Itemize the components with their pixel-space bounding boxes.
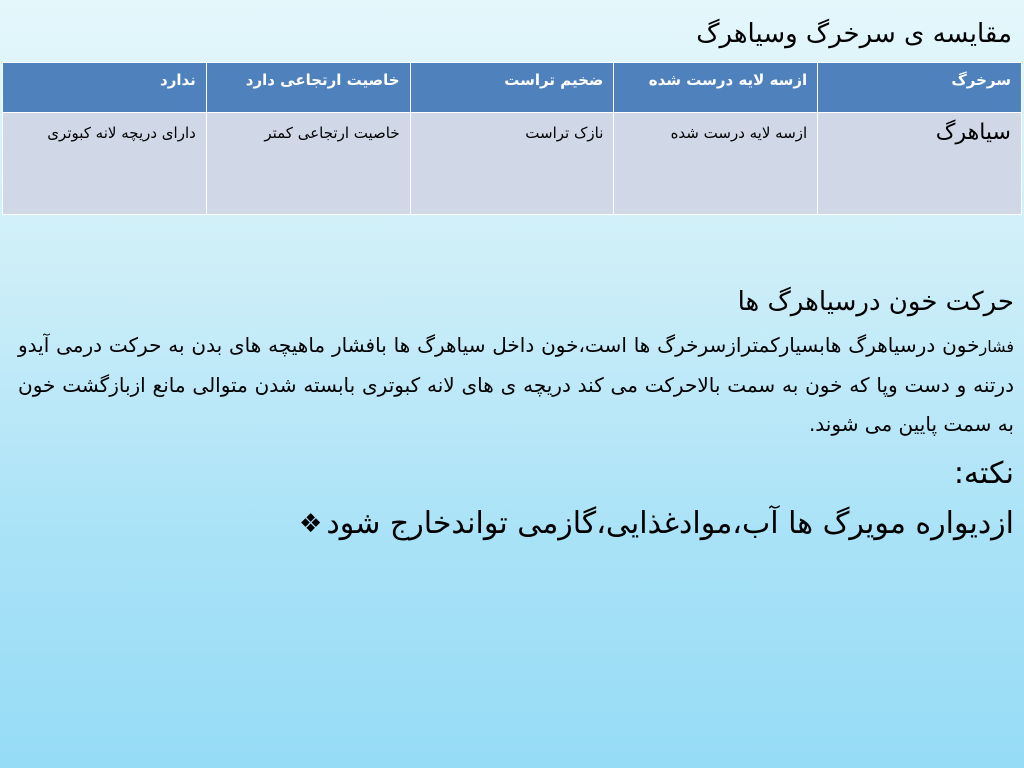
header-cell: ضخیم تراست (410, 63, 614, 113)
note-label: نکته: (953, 456, 1014, 491)
header-cell: خاصیت ارتجاعی دارد (206, 63, 410, 113)
table-cell: دارای دریچه لانه کبوتری (3, 113, 207, 215)
bullet-item (18, 500, 1014, 548)
header-cell: سرخرگ (818, 63, 1022, 113)
section-paragraph (18, 326, 1014, 444)
table-cell: خاصیت ارتجاعی کمتر (206, 113, 410, 215)
paragraph-text: خون درسیاهرگ هابسیارکمترازسرخرگ ها است،خون داخل سیاهرگ ها بافشار ماهیچه های بدن به حرکت درمی آیدو درتنه و دست وپا که خون به سمت بالاحرکت می کند دریچه ی های لانه کبوتری بابسته شدن متوالی مانع ازبازگشت خون به سمت پایین می شوند. (18, 333, 1014, 436)
diamond-bullet-icon: ❖ (299, 509, 323, 539)
paragraph-lead: فشار (979, 337, 1014, 356)
table-header-row (3, 63, 1022, 113)
title-text: مقایسه ی سرخرگ وسیاهرگ (696, 19, 1012, 49)
comparison-table (2, 62, 1022, 215)
header-cell: ندارد (3, 63, 207, 113)
section-heading: حرکت خون درسیاهرگ ها (737, 287, 1014, 317)
table-cell: سیاهرگ (818, 113, 1022, 215)
table-cell: نازک تراست (410, 113, 614, 215)
bullet-text: ازدیواره مویرگ ها آب،موادغذایی،گازمی تواندخارج شود (326, 506, 1014, 541)
table-row (3, 113, 1022, 215)
body-content (18, 282, 1014, 548)
slide-title (20, 14, 1012, 54)
header-cell: ازسه لایه درست شده (614, 63, 818, 113)
table-cell: ازسه لایه درست شده (614, 113, 818, 215)
